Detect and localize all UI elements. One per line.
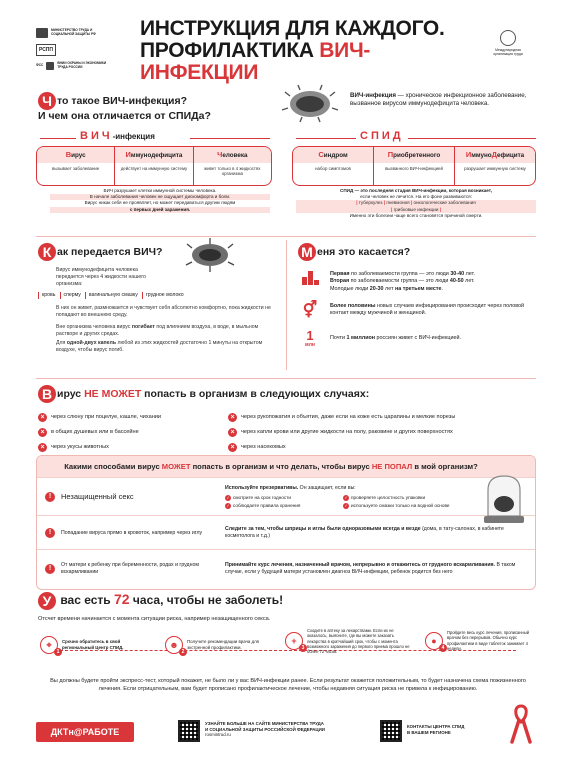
list-item: × через укусы животных: [38, 443, 218, 452]
page-title: ИНСТРУКЦИЯ ДЛЯ КАЖДОГО. ПРОФИЛАКТИКА ВИЧ-ИНФЕКЦИИ: [140, 17, 445, 85]
warning-icon: !: [45, 564, 55, 574]
section-concern: М еня это касается? Первая по заболеваемости группа — это люди 30-40 лет. Вторая по заболеваемости группа — это люди 40-50 лет. Молодые люди 20-30 лет на третьем месте. ⚥ Более половины новых случаев инфицирования происходит через половой контакт между мужчиной и женщиной. 1 млн Почти 1 миллион россиян живет с ВИЧ-инфекцией.: [298, 243, 538, 359]
million-note: 1 млн Почти 1 миллион россиян живет с ВИЧ-инфекцией.: [298, 329, 538, 349]
divider: [40, 138, 76, 139]
prevention-heading: Какими способами вирус МОЖЕТ попасть в организм и что делать, чтобы вирус НЕ ПОПАЛ в мой организм?: [37, 456, 535, 477]
section-transmission: К ак передается ВИЧ? Вирус иммунодефицита человека передается через 4 жидкости нашего организма: кровь сперму вагинальную смазку грудное молоко В них он живет, размножается и чувствует себя абсолютно комфортно, пока жидкости не попадают во внешнюю среду. Вне организма человека вирус погибает под влиянием воздуха, в воде, в мыльном растворе и других средах. Для одной-двух капель любой из этих жидкостей достаточно 1 минуты на открытом воздухе, чтобы вирус погиб.: [38, 243, 278, 354]
ilo-logo: Международная организация труда: [488, 30, 528, 57]
virus-in-jar-icon: [478, 470, 530, 528]
warning-icon: !: [45, 492, 55, 502]
institute-emblem-icon: [46, 62, 54, 70]
hiv-notes: ВИЧ разрушает клетки иммунной системы человека. В начале заболевания человек не ощущает дискомфорта и боли. Вирус никак себя не проявляет, но может передаваться другим людям с первых дней заражения.: [50, 188, 270, 213]
list-item: × через рукопожатия и объятия, даже если на коже есть царапины и мелкие порезы: [228, 413, 528, 422]
hiv-acronym-cell: Иммунодефицита действует на иммунную систему: [115, 147, 193, 185]
section-divider: [36, 378, 536, 379]
sexual-transmission-note: ⚥ Более половины новых случаев инфицирования происходит через половой контакт между мужчиной и женщиной.: [298, 303, 538, 319]
fluid-list: кровь сперму вагинальную смазку грудное молоко: [38, 292, 278, 299]
age-groups: Первая по заболеваемости группа — это люди 30-40 лет. Вторая по заболеваемости группа — это люди 40-50 лет. Молодые люди 20-30 лет на третьем месте.: [298, 271, 538, 293]
aids-notes: СПИД — это последняя стадия ВИЧ-инфекции, которая возникает, если человек не лечится. На его фоне развиваются: | туберкулез | пневмония | онкологические заболевания | грибковые инфекции | Именно эти болезни чаще всего становятся причиной смерти.: [296, 188, 536, 219]
location-pin-icon: ⌖ 1: [40, 636, 58, 654]
qr-code-icon[interactable]: [178, 720, 200, 742]
express-test-note: Вы должны будете пройти экспресс-тест, который покажет, не было ли у вас ВИЧ-инфекции ранее. Если результат окажется положительным, то будет назначена схема пожизненного лечения. Если отрицательным, вам будет прописано профилактическое лечение, чтобы недавняя ситуация риска не привела к инфицированию.: [50, 678, 526, 692]
cross-icon: ×: [38, 443, 47, 452]
aids-acronym-table: [292, 146, 536, 186]
ministry-site-note: УЗНАЙТЕ БОЛЬШЕ НА САЙТЕ МИНИСТЕРСТВА ТРУДА И СОЦИАЛЬНОЙ ЗАЩИТЫ РОССИЙСКОЙ ФЕДЕРАЦИИ rosmintrud.ru: [205, 721, 375, 738]
partner-logos: [36, 28, 116, 76]
hiv-heading: ВИЧ-инфекция: [80, 130, 155, 142]
list-item: × в общих душевых или в бассейне: [38, 428, 218, 437]
aids-center-contacts: КОНТАКТЫ ЦЕНТРА СПИД В ВАШЕМ РЕГИОНЕ: [407, 724, 465, 735]
brand-badge: ДКТн@РАБОТЕ: [36, 722, 134, 742]
cross-icon: ×: [228, 443, 237, 452]
column-divider: [286, 240, 287, 370]
divider: [190, 138, 270, 139]
cross-icon: ×: [228, 428, 237, 437]
step-item: + 3 Сходите в аптеку за лекарствами. Если их не оказалось, выясните, где вы можете заказать лекарства в кратчайший срок, чтобы с момента возможного заражения до первого приема прошло не более 72 часов.: [285, 628, 420, 655]
steps-timeline: [40, 628, 536, 676]
hiv-definition: ВИЧ-инфекция — хроническое инфекционное заболевание, вызванное вирусом иммунодефицита человека.: [350, 92, 527, 108]
warning-icon: !: [45, 528, 55, 538]
list-item: × через насекомых: [228, 443, 528, 452]
virus-illustration-icon: [280, 82, 340, 124]
aids-acronym-cell: Приобретенного вызванного ВИЧ-инфекцией: [374, 147, 455, 185]
ilo-emblem-icon: [500, 30, 516, 46]
aids-acronym-cell: Синдром набор симптомов: [293, 147, 374, 185]
doctor-icon: ☻ 2: [165, 636, 183, 654]
section-cannot-transmit: В ирус НЕ МОЖЕТ попасть в организм в следующих случаях: × через слюну при поцелуе, кашле, чихании × через рукопожатия и объятия, даже если на коже есть царапины и мелкие порезы × в общих душевых или в бассейне × через капли крови или другие жидкости на полу, раковине и других поверхностях × через укусы животных × через насекомых: [38, 385, 538, 452]
qr-code-icon[interactable]: [380, 720, 402, 742]
prevention-row: ! Попадание вируса прямо в кровоток, например через иглу Следите за тем, чтобы шприцы и иглы были одноразовыми всегда и везде (дома, в тату-салонах, в кабинете косметолога и т.д.): [37, 515, 535, 549]
list-item: × через слюну при поцелуе, кашле, чихании: [38, 413, 218, 422]
hiv-acronym-cell: Вирус вызывает заболевание: [37, 147, 115, 185]
pill-icon: ● 4: [425, 632, 443, 650]
rspp-logo: РСПП: [36, 44, 116, 56]
institute-logo: ФСС ВНИИ ОХРАНЫ И ЭКОНОМИКИ ТРУДА РОССИИ: [36, 61, 107, 69]
aids-acronym-cell: ИммуноДефицита разрушает иммунную систему: [455, 147, 535, 185]
prevention-row: ! Незащищенный секс Используйте презервативы. Он защищает, если вы: ✓ смотрите на срок годности ✓ проверяете целостность упаковки ✓ соблюдаете правила хранения ✓ используете смазки только на водной основе: [37, 477, 535, 515]
red-ribbon-icon: [510, 704, 532, 744]
section-72-hours: У вас есть 72 часа, чтобы не заболеть! Отсчет времени начинается с момента ситуации риска, например незащищенного секса.: [38, 591, 284, 622]
gender-symbol-icon: ⚥: [302, 301, 318, 319]
section-what-is-hiv: Ч то такое ВИЧ-инфекция? И чем она отличается от СПИДа?: [38, 93, 211, 122]
hiv-acronym-table: [36, 146, 272, 186]
virus-illustration-icon: [180, 236, 240, 274]
ministry-link[interactable]: rosmintrud.ru: [205, 732, 231, 738]
section-divider: [36, 236, 536, 237]
pharmacy-cross-icon: + 3: [285, 632, 303, 650]
cross-icon: ×: [38, 413, 47, 422]
cannot-list: [38, 413, 538, 452]
condom-checklist: ✓ смотрите на срок годности ✓ проверяете целостность упаковки ✓ соблюдаете правила хранения ✓ используете смазки только на водной основе: [225, 495, 527, 510]
divider: [408, 138, 536, 139]
cross-icon: ×: [38, 428, 47, 437]
step-item: ● 4 Пройдите весь курс лечения, прописанный врачом без перерывов. Обычно курс профилактики в виде таблеток занимает 4 недели.: [425, 630, 537, 651]
ministry-emblem-icon: [36, 28, 48, 38]
step-item: ☻ 2 Получите рекомендации врача для экстренной профилактики.: [165, 636, 280, 654]
hiv-acronym-cell: Человека живет только в 4 жидкостях организма: [194, 147, 271, 185]
aids-heading: СПИД: [360, 130, 404, 142]
prevention-row: ! От матери к ребенку при беременности, родах и грудном вскармливании Принимайте курс лечения, назначенный врачом, непрерывно и откажитесь от грудного вскармливания. В таком случае, если у будущей матери установлен диагноз ВИЧ-инфекции, ребенок родится без него: [37, 549, 535, 587]
section-prevention-table: [36, 455, 536, 590]
step-item: ⌖ 1 Срочно обратитесь в свой региональный Центр СПИД.: [40, 636, 155, 654]
million-figure: 1 млн: [305, 327, 315, 348]
cross-icon: ×: [228, 413, 237, 422]
aids-disease-list: | туберкулез | пневмония | онкологические заболевания | грибковые инфекции |: [296, 200, 536, 212]
ministry-logo: МИНИСТЕРСТВО ТРУДА И СОЦИАЛЬНОЙ ЗАЩИТЫ РФ: [36, 28, 116, 38]
divider: [296, 138, 356, 139]
podium-icon: [298, 271, 322, 285]
list-item: × через капли крови или другие жидкости на полу, раковине и других поверхностях: [228, 428, 528, 437]
